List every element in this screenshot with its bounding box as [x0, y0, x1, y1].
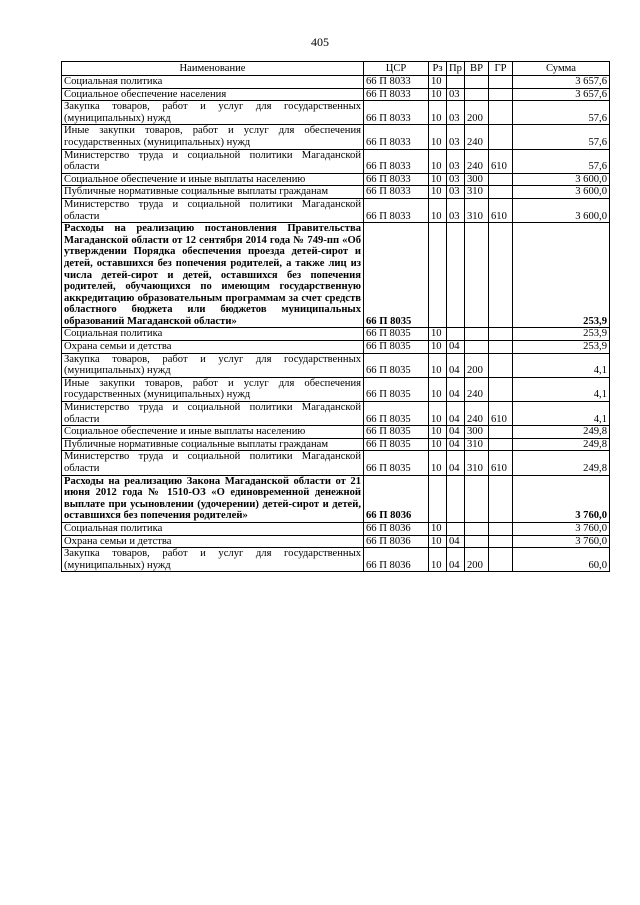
column-header-vr: ВР	[465, 62, 489, 76]
table-row	[62, 223, 610, 328]
row-rz-cell	[429, 475, 447, 522]
row-gr-cell	[489, 76, 513, 89]
row-name-cell: Министерство труда и социальной политики Магаданской области	[62, 451, 364, 475]
row-vr-cell: 310	[465, 186, 489, 199]
row-vr-cell: 310	[465, 438, 489, 451]
row-gr-cell: 610	[489, 451, 513, 475]
row-vr-cell	[465, 76, 489, 89]
row-sum-cell: 253,9	[513, 223, 610, 328]
row-csr-cell: 66 П 8033	[364, 149, 429, 173]
table-row	[62, 475, 610, 522]
row-vr-cell: 310	[465, 451, 489, 475]
row-name-cell: Министерство труда и социальной политики Магаданской области	[62, 149, 364, 173]
row-sum-cell: 4,1	[513, 377, 610, 401]
column-header-pr: Пр	[447, 62, 465, 76]
budget-table	[61, 61, 610, 572]
table-row	[62, 426, 610, 439]
row-pr-cell	[447, 76, 465, 89]
row-sum-cell: 3 600,0	[513, 186, 610, 199]
row-name-cell: Публичные нормативные социальные выплаты гражданам	[62, 186, 364, 199]
row-name-cell: Социальная политика	[62, 522, 364, 535]
row-vr-cell: 300	[465, 173, 489, 186]
row-sum-cell: 3 657,6	[513, 88, 610, 101]
row-pr-cell: 04	[447, 341, 465, 354]
table-row	[62, 173, 610, 186]
row-sum-cell: 3 600,0	[513, 198, 610, 222]
row-name-cell: Иные закупки товаров, работ и услуг для обеспечения государственных (муниципальных) нужд	[62, 377, 364, 401]
column-header-gr: ГР	[489, 62, 513, 76]
row-gr-cell	[489, 173, 513, 186]
row-sum-cell: 4,1	[513, 402, 610, 426]
row-sum-cell: 3 760,0	[513, 522, 610, 535]
row-pr-cell: 03	[447, 186, 465, 199]
row-name-cell: Закупка товаров, работ и услуг для государственных (муниципальных) нужд	[62, 353, 364, 377]
page-number: 405	[311, 35, 329, 49]
row-gr-cell	[489, 353, 513, 377]
row-name-cell: Социальная политика	[62, 328, 364, 341]
column-header-sum: Сумма	[513, 62, 610, 76]
row-sum-cell: 57,6	[513, 149, 610, 173]
row-rz-cell	[429, 223, 447, 328]
row-vr-cell	[465, 522, 489, 535]
row-vr-cell: 300	[465, 426, 489, 439]
row-vr-cell	[465, 223, 489, 328]
row-vr-cell: 310	[465, 198, 489, 222]
row-pr-cell: 04	[447, 535, 465, 548]
row-sum-cell: 249,8	[513, 451, 610, 475]
row-pr-cell: 03	[447, 149, 465, 173]
table-header-row	[62, 62, 610, 76]
table-row	[62, 377, 610, 401]
row-pr-cell: 04	[447, 438, 465, 451]
row-csr-cell: 66 П 8035	[364, 438, 429, 451]
row-rz-cell: 10	[429, 377, 447, 401]
row-rz-cell: 10	[429, 198, 447, 222]
column-header-name: Наименование	[62, 62, 364, 76]
row-rz-cell: 10	[429, 451, 447, 475]
row-gr-cell	[489, 328, 513, 341]
table-row	[62, 522, 610, 535]
row-csr-cell: 66 П 8036	[364, 522, 429, 535]
row-name-cell: Расходы на реализацию Закона Магаданской области от 21 июня 2012 года № 1510-ОЗ «О единовременной денежной выплате при усыновлении (удочерении) детей-сирот и детей, оставшихся без попечения родителей»	[62, 475, 364, 522]
row-sum-cell: 3 657,6	[513, 76, 610, 89]
row-vr-cell	[465, 328, 489, 341]
row-rz-cell: 10	[429, 341, 447, 354]
row-name-cell: Министерство труда и социальной политики Магаданской области	[62, 198, 364, 222]
row-csr-cell: 66 П 8033	[364, 125, 429, 149]
table-row	[62, 438, 610, 451]
row-csr-cell: 66 П 8036	[364, 535, 429, 548]
column-header-csr: ЦСР	[364, 62, 429, 76]
row-rz-cell: 10	[429, 186, 447, 199]
row-csr-cell: 66 П 8033	[364, 173, 429, 186]
table-row	[62, 125, 610, 149]
row-vr-cell: 240	[465, 149, 489, 173]
row-csr-cell: 66 П 8035	[364, 451, 429, 475]
row-pr-cell	[447, 328, 465, 341]
table-row	[62, 328, 610, 341]
row-sum-cell: 253,9	[513, 341, 610, 354]
row-pr-cell: 04	[447, 548, 465, 572]
table-row	[62, 451, 610, 475]
row-sum-cell: 253,9	[513, 328, 610, 341]
row-csr-cell: 66 П 8035	[364, 377, 429, 401]
table-row	[62, 101, 610, 125]
row-gr-cell	[489, 438, 513, 451]
row-rz-cell: 10	[429, 548, 447, 572]
row-gr-cell	[489, 377, 513, 401]
row-rz-cell: 10	[429, 328, 447, 341]
table-row	[62, 353, 610, 377]
row-gr-cell	[489, 475, 513, 522]
row-vr-cell: 200	[465, 353, 489, 377]
row-name-cell: Социальное обеспечение и иные выплаты населению	[62, 426, 364, 439]
row-rz-cell: 10	[429, 522, 447, 535]
row-gr-cell	[489, 186, 513, 199]
table-row	[62, 402, 610, 426]
row-gr-cell	[489, 223, 513, 328]
row-gr-cell	[489, 341, 513, 354]
row-pr-cell: 03	[447, 173, 465, 186]
row-rz-cell: 10	[429, 535, 447, 548]
row-vr-cell	[465, 475, 489, 522]
row-rz-cell: 10	[429, 149, 447, 173]
row-pr-cell	[447, 522, 465, 535]
row-rz-cell: 10	[429, 88, 447, 101]
row-vr-cell: 240	[465, 125, 489, 149]
row-vr-cell: 240	[465, 402, 489, 426]
row-csr-cell: 66 П 8036	[364, 475, 429, 522]
row-gr-cell: 610	[489, 402, 513, 426]
row-gr-cell	[489, 535, 513, 548]
row-sum-cell: 249,8	[513, 438, 610, 451]
column-header-rz: Рз	[429, 62, 447, 76]
row-gr-cell	[489, 88, 513, 101]
row-csr-cell: 66 П 8033	[364, 198, 429, 222]
row-gr-cell	[489, 125, 513, 149]
row-gr-cell: 610	[489, 198, 513, 222]
row-csr-cell: 66 П 8035	[364, 328, 429, 341]
table-row	[62, 149, 610, 173]
row-sum-cell: 4,1	[513, 353, 610, 377]
row-sum-cell: 249,8	[513, 426, 610, 439]
row-pr-cell: 04	[447, 353, 465, 377]
table-row	[62, 88, 610, 101]
row-name-cell: Публичные нормативные социальные выплаты гражданам	[62, 438, 364, 451]
row-rz-cell: 10	[429, 426, 447, 439]
table-row	[62, 341, 610, 354]
row-name-cell: Социальное обеспечение населения	[62, 88, 364, 101]
row-gr-cell	[489, 522, 513, 535]
row-rz-cell: 10	[429, 101, 447, 125]
table-body	[62, 76, 610, 572]
row-vr-cell	[465, 535, 489, 548]
row-csr-cell: 66 П 8035	[364, 223, 429, 328]
row-csr-cell: 66 П 8036	[364, 548, 429, 572]
row-pr-cell: 03	[447, 88, 465, 101]
row-vr-cell	[465, 341, 489, 354]
row-rz-cell: 10	[429, 76, 447, 89]
row-gr-cell	[489, 426, 513, 439]
row-name-cell: Закупка товаров, работ и услуг для государственных (муниципальных) нужд	[62, 101, 364, 125]
row-name-cell: Иные закупки товаров, работ и услуг для обеспечения государственных (муниципальных) нужд	[62, 125, 364, 149]
row-vr-cell: 200	[465, 548, 489, 572]
row-rz-cell: 10	[429, 125, 447, 149]
row-pr-cell: 04	[447, 402, 465, 426]
row-pr-cell: 04	[447, 451, 465, 475]
row-gr-cell	[489, 548, 513, 572]
row-name-cell: Закупка товаров, работ и услуг для государственных (муниципальных) нужд	[62, 548, 364, 572]
row-csr-cell: 66 П 8033	[364, 76, 429, 89]
row-sum-cell: 57,6	[513, 125, 610, 149]
row-sum-cell: 3 760,0	[513, 535, 610, 548]
row-rz-cell: 10	[429, 402, 447, 426]
row-csr-cell: 66 П 8035	[364, 426, 429, 439]
table-row	[62, 76, 610, 89]
row-csr-cell: 66 П 8035	[364, 402, 429, 426]
row-name-cell: Охрана семьи и детства	[62, 341, 364, 354]
row-sum-cell: 3 760,0	[513, 475, 610, 522]
row-name-cell: Социальное обеспечение и иные выплаты населению	[62, 173, 364, 186]
row-rz-cell: 10	[429, 353, 447, 377]
table-row	[62, 198, 610, 222]
row-csr-cell: 66 П 8035	[364, 353, 429, 377]
row-pr-cell: 04	[447, 426, 465, 439]
table-row	[62, 186, 610, 199]
row-pr-cell: 03	[447, 125, 465, 149]
row-pr-cell	[447, 223, 465, 328]
row-name-cell: Расходы на реализацию постановления Правительства Магаданской области от 12 сентября 2014 года № 749-пп «Об утверждении Порядка обеспечения проезда детей-сирот и детей, оставшихся без попечения родителей, а также лиц из числа детей-сирот и детей, оставшихся без попечения родителей, обучающихся по имеющим государственную аккредитацию образовательным программам за счет средств областного бюджета или бюджетов муниципальных образований Магаданской области»	[62, 223, 364, 328]
row-csr-cell: 66 П 8035	[364, 341, 429, 354]
row-vr-cell: 200	[465, 101, 489, 125]
row-pr-cell	[447, 475, 465, 522]
table-row	[62, 535, 610, 548]
row-name-cell: Министерство труда и социальной политики Магаданской области	[62, 402, 364, 426]
row-vr-cell	[465, 88, 489, 101]
row-rz-cell: 10	[429, 438, 447, 451]
row-pr-cell: 04	[447, 377, 465, 401]
row-csr-cell: 66 П 8033	[364, 88, 429, 101]
row-name-cell: Социальная политика	[62, 76, 364, 89]
row-rz-cell: 10	[429, 173, 447, 186]
row-csr-cell: 66 П 8033	[364, 101, 429, 125]
row-sum-cell: 3 600,0	[513, 173, 610, 186]
row-sum-cell: 60,0	[513, 548, 610, 572]
row-sum-cell: 57,6	[513, 101, 610, 125]
table-row	[62, 548, 610, 572]
row-vr-cell: 240	[465, 377, 489, 401]
row-gr-cell: 610	[489, 149, 513, 173]
row-pr-cell: 03	[447, 198, 465, 222]
row-gr-cell	[489, 101, 513, 125]
row-pr-cell: 03	[447, 101, 465, 125]
row-csr-cell: 66 П 8033	[364, 186, 429, 199]
row-name-cell: Охрана семьи и детства	[62, 535, 364, 548]
